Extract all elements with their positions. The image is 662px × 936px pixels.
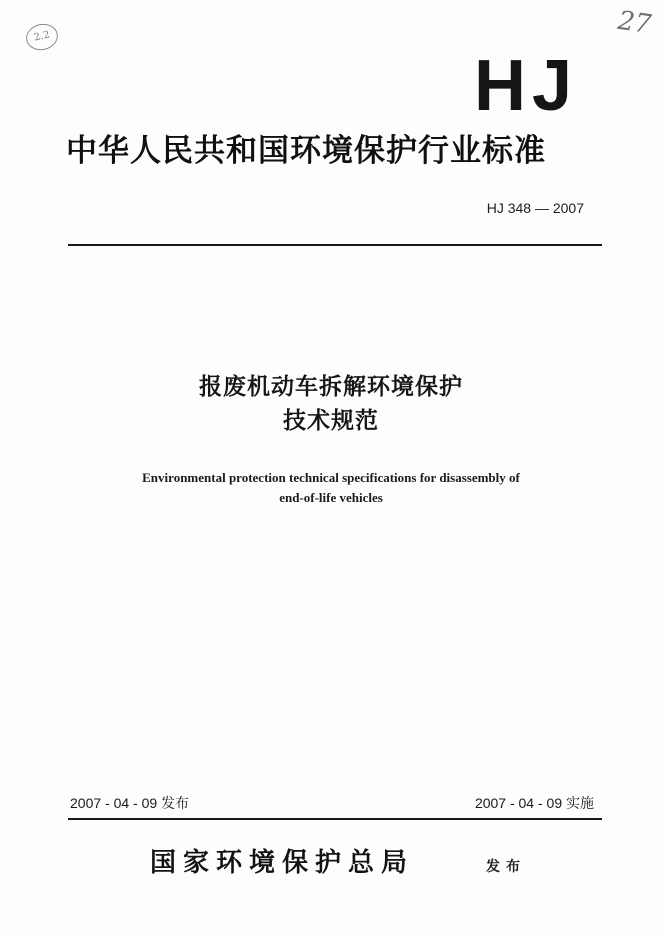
hj-logo: HJ <box>474 46 579 126</box>
document-title-english-line-2: end-of-life vehicles <box>279 490 383 505</box>
handwritten-circle-note: 2.2 <box>24 21 61 53</box>
issue-date: 2007 - 04 - 09 发布 <box>70 795 190 811</box>
document-title-chinese <box>0 370 662 438</box>
industry-standard-title: 中华人民共和国环境保护行业标准 <box>66 133 546 169</box>
top-divider <box>68 244 602 246</box>
document-title-chinese-line-2: 技术规范 <box>283 408 379 434</box>
document-title-english <box>0 468 662 508</box>
document-title-chinese-line-1: 报废机动车拆解环境保护 <box>199 374 463 400</box>
bottom-divider <box>68 818 602 820</box>
issuing-authority: 国家环境保护总局 <box>150 848 415 878</box>
issue-verb: 发布 <box>486 859 526 875</box>
standard-number: HJ 348 — 2007 <box>486 200 584 216</box>
handwritten-corner-note: 27 <box>616 5 654 41</box>
document-title-english-line-1: Environmental protection technical specifications for disassembly of <box>142 470 520 485</box>
effective-date: 2007 - 04 - 09 实施 <box>474 795 594 811</box>
